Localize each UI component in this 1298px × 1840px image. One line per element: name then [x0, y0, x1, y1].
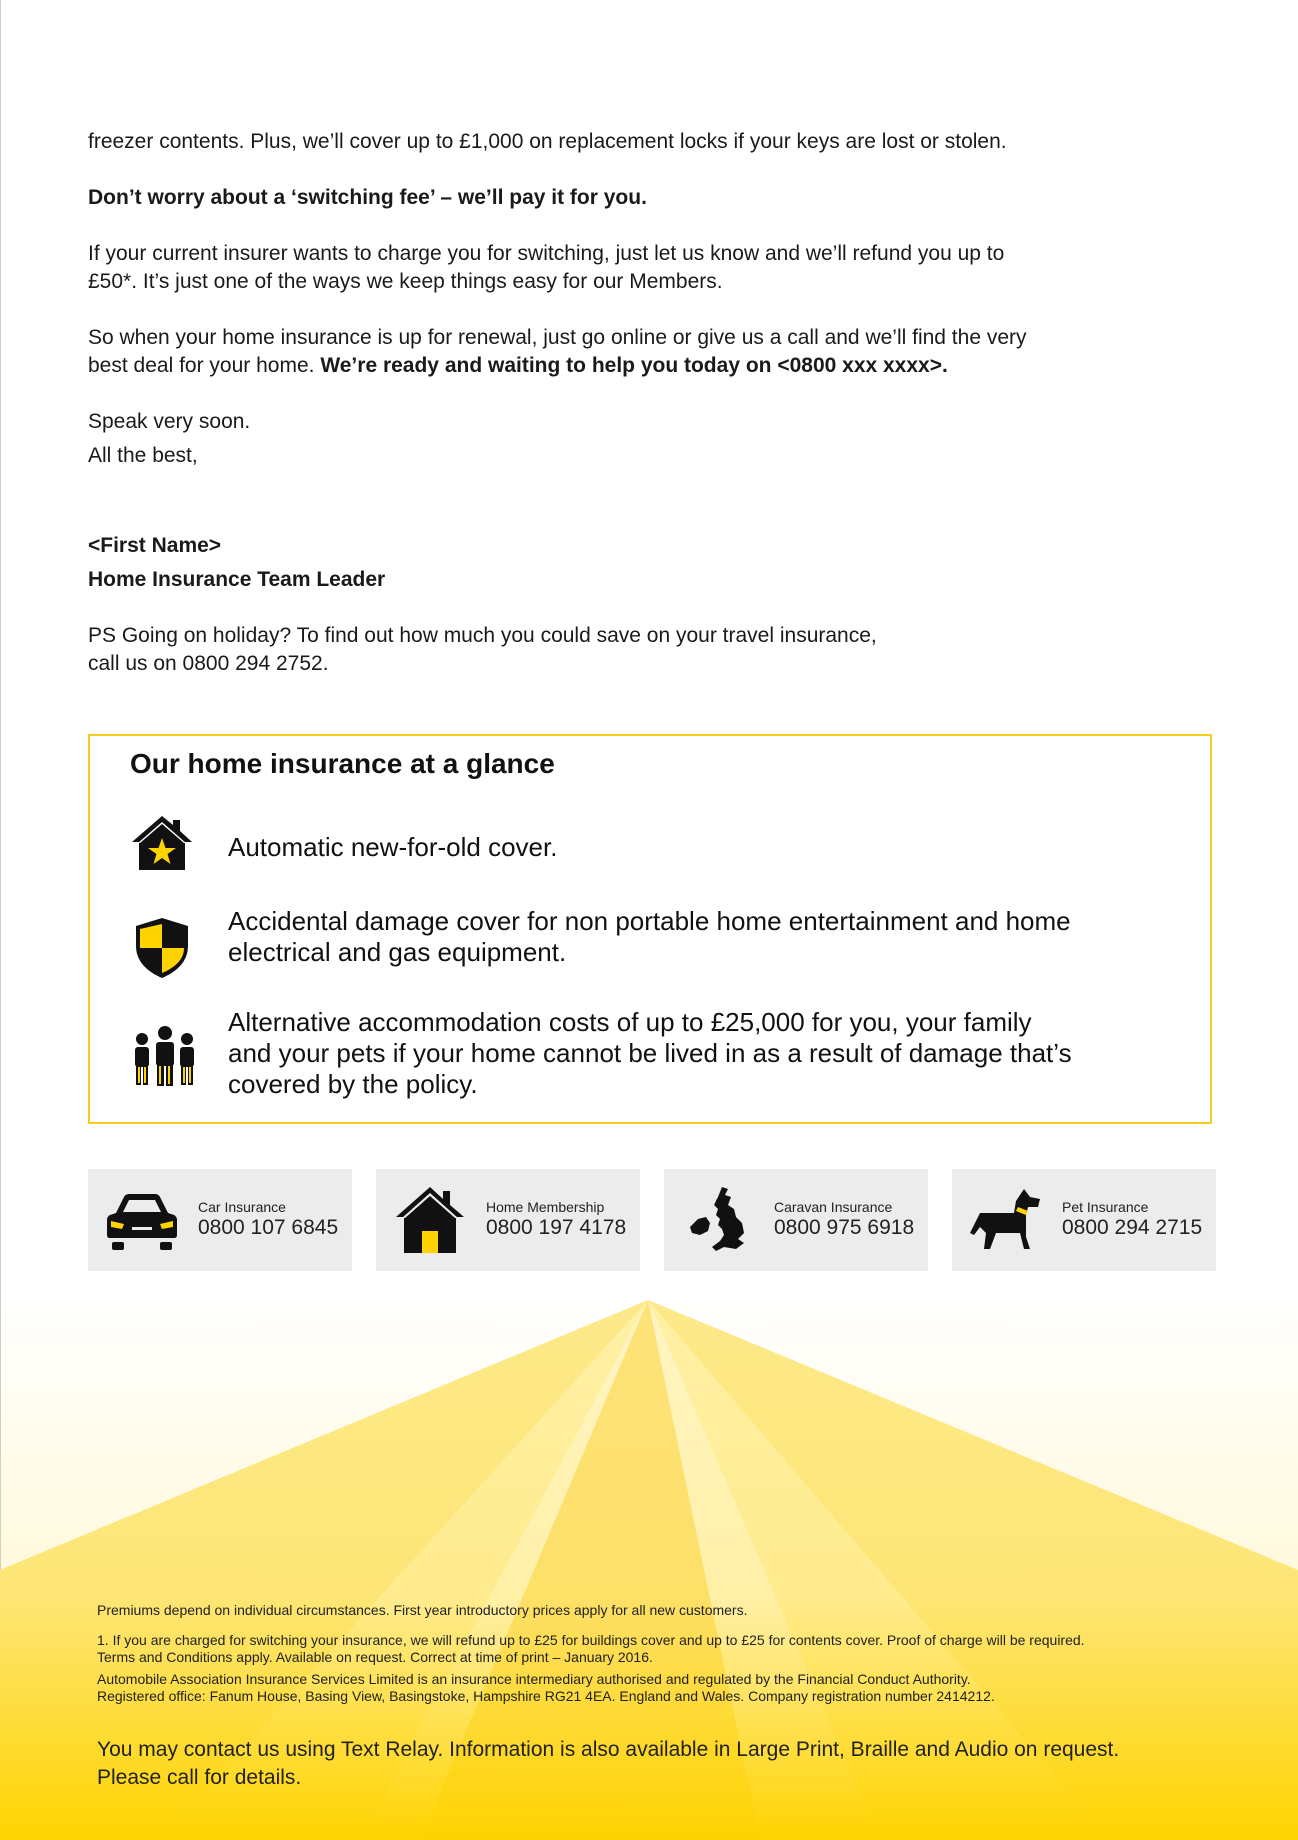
- glance-item-line: covered by the policy.: [228, 1069, 478, 1099]
- tile-label: Car Insurance: [198, 1199, 286, 1215]
- glance-box: [88, 734, 1212, 1124]
- tile-label: Caravan Insurance: [774, 1199, 893, 1215]
- switch-heading: Don’t worry about a ‘switching fee’ – we’ll pay it for you.: [88, 186, 647, 209]
- regulatory-line: Registered office: Fanum House, Basing View, Basingstoke, Hampshire RG21 4EA. England and Wales. Company registration number 2414212.: [97, 1688, 995, 1704]
- glance-item-line: electrical and gas equipment.: [228, 937, 567, 967]
- uk-map-icon: [678, 1183, 758, 1257]
- premiums-note: Premiums depend on individual circumstances. First year introductory prices apply for all new customers.: [97, 1602, 748, 1618]
- closing-line: Speak very soon.: [88, 410, 251, 433]
- glance-title: Our home insurance at a glance: [130, 748, 555, 779]
- house-icon: [390, 1183, 470, 1257]
- house-star-icon: [130, 812, 194, 876]
- glance-item-line: Alternative accommodation costs of up to £25,000 for you, your family: [228, 1007, 1032, 1037]
- shield-icon: [130, 916, 194, 980]
- glance-item-line: and your pets if your home cannot be lived in as a result of damage that’s: [228, 1038, 1072, 1068]
- glance-item-text: Automatic new-for-old cover.: [228, 832, 558, 862]
- glance-item-text: [228, 1007, 1108, 1100]
- letter-line: freezer contents. Plus, we’ll cover up to £1,000 on replacement locks if your keys are lost or stolen.: [88, 130, 1007, 153]
- relay-line: Please call for details.: [97, 1766, 302, 1789]
- switching-footnote: [97, 1632, 1237, 1666]
- relay-line: You may contact us using Text Relay. Information is also available in Large Print, Braille and Audio on request.: [97, 1738, 1120, 1761]
- signer-title: Home Insurance Team Leader: [88, 568, 386, 591]
- regulatory-note: [97, 1671, 1237, 1705]
- family-icon: [130, 1025, 200, 1089]
- renewal-line: [88, 352, 1088, 380]
- footnote-line: 1. If you are charged for switching your insurance, we will refund up to £25 for buildings cover and up to £25 for contents cover. Proof of charge will be required.: [97, 1632, 1085, 1648]
- ps-line: PS Going on holiday? To find out how much you could save on your travel insurance,: [88, 624, 877, 647]
- tile-phone: 0800 197 4178: [486, 1216, 627, 1239]
- product-tiles: [88, 1169, 1216, 1271]
- signer-name: <First Name>: [88, 534, 222, 557]
- switch-body-line: If your current insurer wants to charge you for switching, just let us know and we’ll refund you up to: [88, 242, 1005, 265]
- renewal-text: best deal for your home.: [88, 354, 315, 377]
- renewal-cta: We’re ready and waiting to help you today on <0800 xxx xxxx>.: [320, 354, 948, 377]
- tile-phone: 0800 294 2715: [1062, 1216, 1203, 1239]
- glance-item-text: [228, 906, 1108, 968]
- tile-home-membership: [376, 1169, 640, 1271]
- dog-icon: [966, 1183, 1046, 1257]
- tile-label: Home Membership: [486, 1199, 605, 1215]
- glance-item-line: Accidental damage cover for non portable home entertainment and home: [228, 906, 1071, 936]
- tile-phone: 0800 107 6845: [198, 1216, 339, 1239]
- tile-phone: 0800 975 6918: [774, 1216, 915, 1239]
- tile-pet-insurance: [952, 1169, 1216, 1271]
- closing-line: All the best,: [88, 444, 198, 467]
- letter-body: [88, 128, 1088, 678]
- text-relay-note: [97, 1736, 1247, 1792]
- car-icon: [102, 1183, 182, 1257]
- tile-car-insurance: [88, 1169, 352, 1271]
- footnote-line: Terms and Conditions apply. Available on request. Correct at time of print – January 2016.: [97, 1649, 653, 1665]
- tile-label: Pet Insurance: [1062, 1199, 1149, 1215]
- renewal-line: So when your home insurance is up for renewal, just go online or give us a call and we’ll find the very: [88, 326, 1027, 349]
- tile-caravan-insurance: [664, 1169, 928, 1271]
- regulatory-line: Automobile Association Insurance Services Limited is an insurance intermediary authorised and regulated by the Financial Conduct Authority.: [97, 1671, 971, 1687]
- ps-line: call us on 0800 294 2752.: [88, 652, 329, 675]
- switch-body-line: £50*. It’s just one of the ways we keep things easy for our Members.: [88, 270, 723, 293]
